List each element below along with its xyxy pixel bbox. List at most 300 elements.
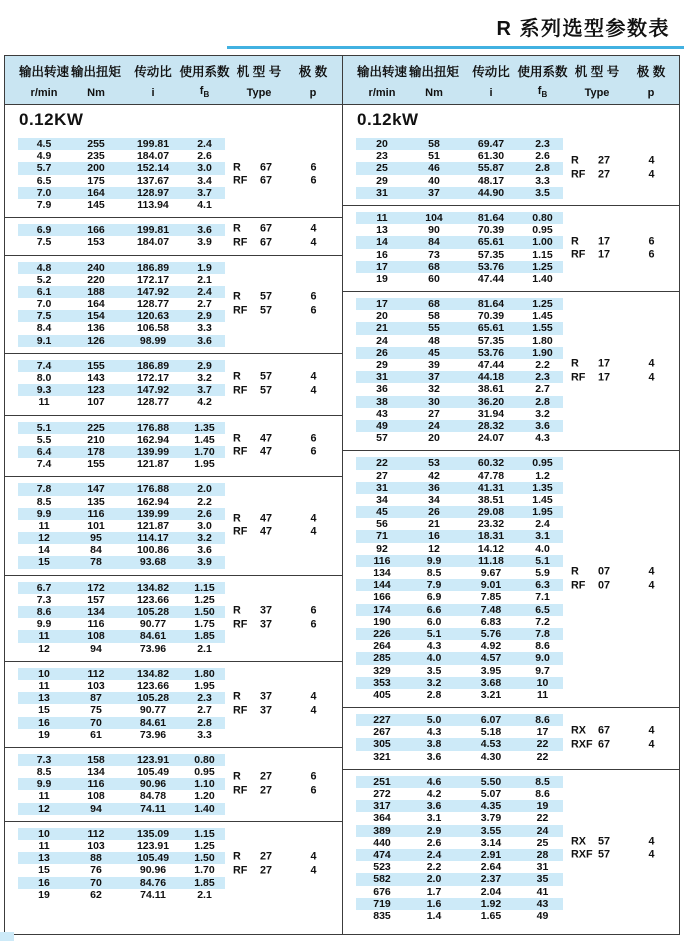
cell-ratio: 172.17 (136, 372, 170, 384)
cell-ratio: 114.17 (137, 532, 169, 545)
cell-service-factor: 1.75 (194, 618, 215, 631)
cell-speed: 20 (376, 310, 388, 323)
cell-torque: 5.0 (426, 714, 442, 727)
data-rows (18, 483, 225, 568)
type-row (233, 223, 339, 237)
table-row (356, 530, 563, 542)
table-row (18, 594, 225, 606)
col-header-label: 传动比 (472, 65, 510, 79)
cell-service-factor: 1.35 (194, 421, 215, 434)
cell-torque: 172 (87, 581, 105, 594)
type-size: 67 (260, 236, 273, 249)
unit-text: Nm (87, 87, 105, 99)
cell-service-factor: 2.4 (197, 285, 212, 298)
table-row (356, 604, 563, 616)
cell-service-factor: 2.1 (197, 642, 212, 655)
cell-torque: 46 (428, 162, 440, 175)
col-header-type (225, 56, 293, 104)
cell-service-factor: 19 (536, 800, 549, 813)
cell-torque: 123 (87, 384, 105, 397)
type-poles-block (233, 851, 339, 878)
cell-service-factor: 2.8 (535, 162, 550, 175)
cell-ratio: 7.85 (480, 591, 502, 604)
table-row (18, 852, 225, 864)
table-row (356, 849, 563, 861)
cell-torque: 76 (90, 864, 102, 877)
type-prefix: R (233, 161, 241, 174)
table-row (18, 458, 225, 470)
table-row (356, 543, 563, 555)
cell-ratio: 90.77 (139, 704, 167, 717)
table-row (18, 322, 225, 334)
type-row (233, 291, 339, 305)
table-row (18, 828, 225, 840)
cell-ratio: 186.89 (136, 261, 170, 274)
cell-ratio: 5.76 (480, 627, 502, 640)
type-poles-block (571, 155, 677, 182)
table-row (356, 873, 563, 885)
col-header-unit (369, 87, 396, 99)
table-row (356, 383, 563, 395)
cell-speed: 305 (373, 738, 391, 751)
cell-speed: 24 (376, 334, 388, 347)
type-row (233, 784, 339, 798)
cell-ratio: 9.67 (480, 567, 502, 579)
cell-service-factor: 3.6 (197, 224, 212, 237)
table-block (5, 476, 342, 574)
cell-ratio: 105.49 (136, 766, 170, 779)
table-row (356, 665, 563, 677)
cell-service-factor: 1.15 (194, 827, 215, 840)
cell-ratio: 2.37 (480, 873, 502, 886)
cell-ratio: 41.31 (477, 481, 505, 494)
type-row (571, 358, 677, 372)
cell-speed: 19 (38, 728, 50, 741)
data-rows (18, 224, 225, 248)
cell-speed: 15 (38, 864, 50, 877)
table-block (5, 821, 342, 907)
cell-torque: 94 (90, 642, 102, 655)
cell-torque: 48 (428, 334, 440, 347)
data-rows (356, 138, 563, 199)
cell-ratio: 84.78 (139, 790, 167, 803)
type-prefix: R (571, 565, 579, 578)
cell-speed: 4.9 (36, 150, 52, 163)
cell-ratio: 147.92 (136, 285, 170, 298)
title-accent-line (227, 46, 684, 49)
col-header-label: 机 型 号 (574, 65, 620, 79)
cell-torque: 153 (87, 236, 105, 249)
cell-torque: 4.3 (426, 726, 442, 739)
table-row (356, 298, 563, 310)
cell-ratio: 3.55 (480, 824, 502, 837)
cell-speed: 264 (373, 640, 391, 653)
type-poles-block (233, 371, 339, 398)
type-size: 47 (260, 512, 273, 525)
cell-service-factor: 3.2 (535, 407, 550, 420)
cell-service-factor: 5.9 (535, 567, 550, 579)
cell-ratio: 2.91 (480, 848, 502, 861)
table-row (356, 249, 563, 261)
cell-speed: 49 (376, 419, 388, 432)
cell-ratio: 90.96 (139, 778, 167, 791)
cell-torque: 178 (87, 445, 105, 458)
cell-speed: 8.6 (36, 606, 52, 618)
cell-torque: 158 (87, 753, 105, 766)
table-row (356, 886, 563, 898)
cell-speed: 11 (376, 211, 388, 224)
cell-torque: 6.9 (426, 591, 442, 604)
cell-ratio: 4.92 (480, 640, 502, 653)
table-row (356, 310, 563, 322)
cell-service-factor: 2.1 (197, 273, 212, 286)
cell-service-factor: 1.50 (194, 852, 215, 865)
cell-speed: 7.0 (36, 186, 52, 199)
cell-service-factor: 49 (536, 909, 549, 922)
cell-ratio: 176.88 (136, 483, 170, 496)
cell-service-factor: 2.1 (197, 888, 212, 901)
table-row (356, 187, 563, 199)
cell-speed: 389 (373, 824, 391, 837)
unit-subscript: B (541, 90, 548, 99)
cell-service-factor: 7.8 (535, 627, 550, 640)
col-header-label: 机 型 号 (236, 65, 282, 79)
cell-ratio: 1.65 (480, 909, 502, 922)
cell-service-factor: 1.25 (194, 840, 215, 852)
cell-service-factor: 2.4 (197, 138, 212, 150)
cell-speed: 13 (38, 692, 50, 705)
type-row (233, 161, 339, 175)
type-row (233, 605, 339, 619)
type-size: 47 (260, 445, 273, 458)
cell-torque: 126 (87, 334, 105, 347)
cell-speed: 7.5 (36, 236, 52, 249)
col-header-unit (648, 87, 655, 99)
poles-value: 4 (310, 704, 317, 717)
table-row (356, 396, 563, 408)
cell-service-factor: 1.35 (532, 481, 553, 494)
cell-torque: 112 (87, 667, 105, 680)
type-size: 07 (598, 579, 611, 592)
cell-ratio: 135.09 (136, 827, 170, 840)
type-prefix: R (233, 370, 241, 383)
type-row (233, 432, 339, 446)
cell-speed: 523 (373, 861, 391, 874)
cell-ratio: 128.97 (136, 186, 170, 199)
col-header-service-factor (517, 56, 568, 104)
table-row (356, 726, 563, 738)
type-row (233, 304, 339, 318)
cell-torque: 34 (428, 493, 440, 506)
table-row (356, 555, 563, 567)
cell-ratio: 93.68 (139, 556, 167, 569)
type-prefix: RF (233, 174, 248, 187)
cell-speed: 317 (373, 800, 391, 813)
table-row (356, 898, 563, 910)
table-row (356, 738, 563, 750)
cell-service-factor: 1.45 (532, 493, 553, 506)
cell-service-factor: 31 (536, 861, 549, 874)
cell-ratio: 60.32 (477, 457, 505, 470)
cell-ratio: 48.17 (477, 174, 505, 187)
cell-service-factor: 3.2 (197, 372, 212, 384)
cell-ratio: 24.07 (477, 432, 505, 445)
table-row (18, 790, 225, 802)
table-row (18, 668, 225, 680)
table-row (18, 889, 225, 901)
cell-torque: 3.2 (426, 676, 442, 689)
cell-ratio: 73.96 (139, 642, 167, 655)
cell-torque: 58 (428, 138, 440, 150)
cell-ratio: 123.66 (136, 593, 170, 606)
cell-torque: 7.9 (426, 579, 442, 592)
cell-torque: 116 (87, 618, 105, 631)
col-header-unit (31, 87, 58, 99)
cell-ratio: 4.57 (480, 652, 502, 665)
table-row (18, 446, 225, 458)
table-block (343, 769, 679, 928)
table-row (356, 788, 563, 800)
cell-service-factor: 35 (536, 873, 549, 886)
type-size: 27 (598, 168, 611, 181)
cell-torque: 116 (87, 778, 105, 791)
type-prefix: R (571, 235, 579, 247)
table-row (356, 751, 563, 763)
col-header-unit (585, 87, 610, 99)
cell-ratio: 162.94 (136, 495, 170, 508)
type-prefix: RX (571, 724, 586, 737)
cell-speed: 11 (38, 679, 50, 692)
cell-service-factor: 6.3 (535, 579, 550, 592)
cell-speed: 835 (373, 909, 391, 922)
cell-ratio: 106.58 (136, 322, 170, 335)
type-size: 57 (260, 304, 273, 317)
table-row (18, 286, 225, 298)
table-row (18, 840, 225, 852)
poles-value: 6 (310, 604, 317, 617)
cell-speed: 329 (373, 664, 391, 677)
cell-speed: 8.5 (36, 766, 52, 779)
cell-torque: 68 (428, 298, 440, 311)
unit-text: i (151, 87, 155, 99)
table-row (18, 434, 225, 446)
cell-service-factor: 1.70 (194, 864, 215, 877)
cell-service-factor: 2.7 (535, 383, 550, 396)
cell-service-factor: 7.2 (535, 615, 550, 628)
type-size: 67 (260, 222, 273, 235)
cell-speed: 36 (376, 383, 388, 396)
cell-torque: 3.8 (426, 738, 442, 751)
cell-ratio: 69.47 (477, 138, 505, 150)
table-row (18, 224, 225, 236)
cell-service-factor: 0.80 (194, 753, 215, 766)
table-row (18, 864, 225, 876)
col-header-label: 极 数 (298, 65, 328, 79)
cell-service-factor: 3.0 (197, 162, 212, 175)
type-prefix: R (233, 690, 241, 703)
cell-speed: 9.9 (36, 778, 52, 791)
table-row (18, 643, 225, 655)
cell-torque: 51 (428, 150, 440, 163)
cell-service-factor: 8.6 (535, 640, 550, 653)
cell-ratio: 113.94 (137, 198, 169, 211)
table-right-half (342, 56, 679, 934)
col-header-unit (489, 87, 492, 99)
cell-speed: 17 (376, 260, 388, 273)
cell-torque: 4.2 (426, 788, 442, 800)
cell-speed: 31 (376, 186, 388, 199)
poles-value: 4 (648, 848, 655, 861)
cell-speed: 226 (373, 627, 391, 640)
cell-ratio: 47.44 (477, 272, 505, 285)
cell-ratio: 61.30 (477, 150, 505, 163)
table-row (356, 652, 563, 664)
cell-service-factor: 2.6 (197, 150, 212, 163)
cell-service-factor: 3.2 (197, 532, 212, 545)
cell-torque: 9.9 (426, 554, 442, 567)
cell-speed: 10 (38, 667, 50, 680)
cell-speed: 11 (38, 396, 50, 409)
type-size: 67 (598, 724, 611, 737)
cell-service-factor: 1.80 (194, 667, 215, 680)
cell-torque: 60 (428, 272, 440, 285)
table-row (18, 692, 225, 704)
cell-torque: 2.0 (426, 873, 442, 886)
table-row (18, 422, 225, 434)
table-row (356, 567, 563, 579)
cell-ratio: 3.21 (480, 688, 502, 701)
table-row (18, 754, 225, 766)
cell-ratio: 36.20 (477, 395, 505, 408)
cell-speed: 251 (373, 775, 391, 788)
unit-text: Type (246, 87, 272, 99)
table-row (18, 544, 225, 556)
cell-speed: 7.3 (36, 593, 52, 606)
cell-ratio: 84.61 (139, 716, 167, 729)
cell-speed: 7.3 (36, 753, 52, 766)
cell-ratio: 3.14 (480, 836, 502, 849)
type-row (233, 236, 339, 250)
table-row (18, 262, 225, 274)
type-row (571, 249, 677, 263)
type-prefix: RF (233, 384, 248, 397)
cell-ratio: 38.51 (477, 493, 505, 506)
cell-speed: 4.5 (36, 138, 52, 150)
poles-value: 4 (310, 222, 317, 235)
cell-ratio: 4.30 (480, 750, 502, 763)
table-row (356, 861, 563, 873)
unit-text: i (489, 87, 493, 99)
type-prefix: RF (571, 579, 586, 592)
type-prefix: RXF (571, 738, 593, 751)
type-row (571, 155, 677, 169)
type-row (571, 849, 677, 863)
unit-text: r/min (30, 87, 58, 99)
cell-ratio: 128.77 (136, 298, 170, 311)
cell-service-factor: 1.50 (194, 606, 215, 618)
table-row (18, 630, 225, 642)
col-header-ratio (122, 56, 184, 104)
cell-service-factor: 3.6 (197, 544, 212, 557)
type-row (571, 579, 677, 593)
poles-value: 6 (310, 432, 317, 445)
cell-service-factor: 4.3 (535, 432, 550, 445)
cell-speed: 5.1 (36, 421, 52, 434)
cell-torque: 32 (428, 383, 440, 396)
cell-torque: 103 (87, 840, 105, 852)
type-prefix: R (233, 432, 241, 445)
cell-service-factor: 1.80 (532, 334, 553, 347)
cell-speed: 440 (373, 836, 391, 849)
cell-service-factor: 2.2 (197, 495, 212, 508)
poles-value: 4 (648, 357, 655, 370)
cell-speed: 26 (376, 346, 388, 359)
type-size: 57 (260, 290, 273, 303)
cell-torque: 39 (428, 359, 440, 371)
table-row (18, 717, 225, 729)
cell-torque: 4.0 (426, 652, 442, 665)
type-prefix: R (233, 850, 241, 863)
cell-ratio: 81.64 (477, 298, 505, 311)
cell-speed: 27 (376, 469, 388, 482)
type-poles-block (233, 605, 339, 632)
cell-speed: 353 (373, 676, 391, 689)
col-header-unit (425, 87, 443, 99)
cell-torque: 188 (87, 285, 105, 298)
type-poles-block (233, 291, 339, 318)
type-row (233, 618, 339, 632)
cell-ratio: 199.81 (136, 138, 170, 150)
table-row (18, 384, 225, 396)
cell-speed: 13 (376, 224, 388, 237)
table-header-row (343, 56, 679, 105)
cell-speed: 45 (376, 506, 388, 519)
cell-speed: 57 (376, 432, 388, 445)
cell-torque: 210 (87, 433, 105, 446)
type-size: 37 (260, 690, 273, 703)
unit-text: p (309, 87, 317, 99)
cell-speed: 405 (373, 688, 391, 701)
type-prefix: R (233, 512, 241, 525)
poles-value: 6 (648, 248, 655, 261)
cell-torque: 225 (87, 421, 105, 434)
cell-torque: 21 (428, 518, 440, 531)
col-header-torque (408, 56, 460, 104)
cell-speed: 134 (373, 567, 391, 579)
table-row (356, 677, 563, 689)
cell-service-factor: 2.3 (535, 138, 550, 150)
cell-service-factor: 22 (536, 750, 549, 763)
type-size: 67 (598, 738, 611, 751)
poles-value: 4 (648, 835, 655, 848)
cell-speed: 43 (376, 407, 388, 420)
cell-ratio: 6.83 (480, 615, 502, 628)
table-block (5, 217, 342, 254)
table-row (356, 470, 563, 482)
table-row (18, 483, 225, 495)
type-prefix: R (571, 357, 579, 370)
cell-torque: 200 (87, 162, 105, 175)
cell-ratio: 11.18 (478, 554, 504, 567)
cell-ratio: 3.95 (480, 664, 502, 677)
cell-service-factor: 17 (536, 726, 549, 739)
cell-speed: 6.4 (36, 445, 52, 458)
type-size: 17 (598, 371, 611, 384)
cell-ratio: 2.04 (480, 885, 502, 898)
table-row (356, 322, 563, 334)
table-row (18, 162, 225, 174)
type-size: 17 (598, 357, 611, 370)
